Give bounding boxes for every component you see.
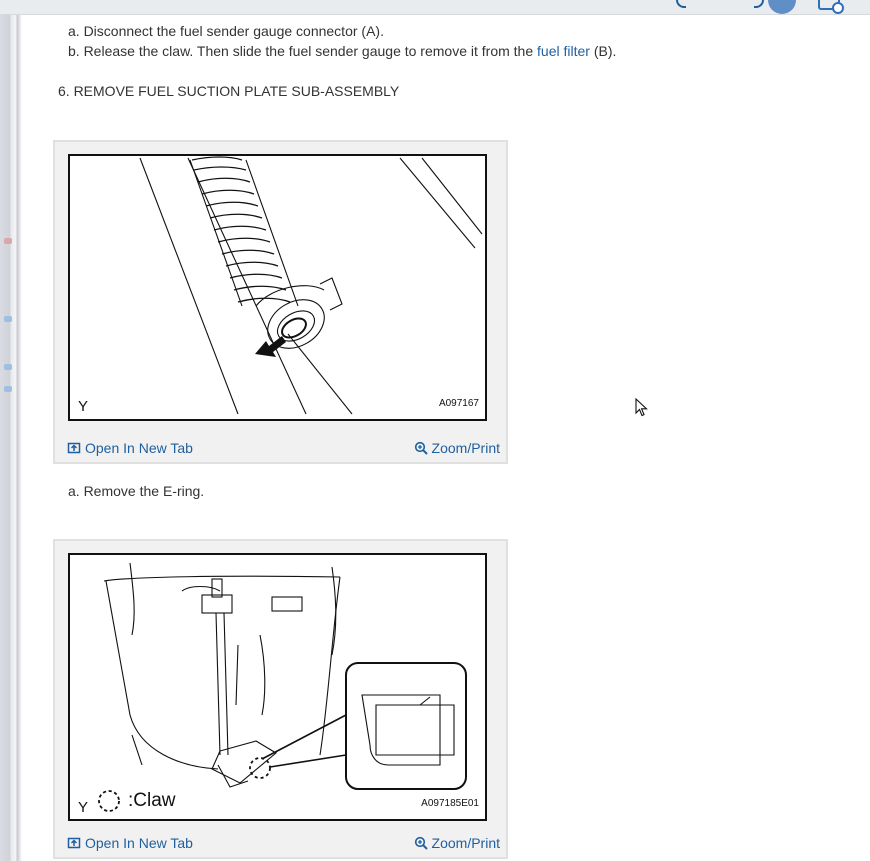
- edge-marker: [4, 238, 12, 244]
- fuel-filter-link[interactable]: fuel filter: [537, 43, 590, 59]
- open-new-tab-label: Open In New Tab: [85, 835, 193, 851]
- instruction-step-b-text: b. Release the claw. Then slide the fuel sender gauge to remove it from the: [68, 43, 538, 59]
- figure-corner-letter: Y: [78, 398, 89, 415]
- zoom-print-label: Zoom/Print: [431, 835, 500, 851]
- edge-marker: [4, 386, 12, 392]
- open-new-tab-icon: [67, 441, 81, 455]
- instruction-remove-ering: a. Remove the E-ring.: [68, 483, 205, 499]
- window-left-edge: [0, 0, 22, 861]
- figure-claw: [53, 539, 508, 859]
- figure-image: [68, 553, 487, 821]
- open-new-tab-icon: [67, 836, 81, 850]
- zoom-print-label: Zoom/Print: [431, 440, 500, 456]
- figure-toolbar: [55, 434, 506, 462]
- edge-marker: [4, 364, 12, 370]
- figure-corner-letter: Y: [78, 799, 89, 816]
- claw-legend-label: :Claw: [128, 790, 176, 811]
- figure-toolbar: [55, 829, 506, 857]
- tool-icon[interactable]: [818, 0, 840, 10]
- open-new-tab-link[interactable]: [67, 835, 193, 851]
- open-new-tab-link[interactable]: [67, 440, 193, 456]
- figure-eRing: [53, 140, 508, 464]
- figure-code: A097167: [438, 398, 479, 409]
- instruction-step-b: [68, 43, 616, 59]
- top-app-bar: [0, 0, 870, 15]
- zoom-print-link[interactable]: [414, 835, 500, 851]
- section-heading: 6. REMOVE FUEL SUCTION PLATE SUB-ASSEMBLY: [58, 83, 400, 99]
- zoom-in-icon: [414, 836, 428, 850]
- instruction-step-a: a. Disconnect the fuel sender gauge connector (A).: [68, 23, 384, 39]
- instruction-step-b-suffix: (B).: [589, 43, 617, 59]
- zoom-print-link[interactable]: [414, 440, 500, 456]
- figure-code: A097185E01: [421, 798, 479, 809]
- open-new-tab-label: Open In New Tab: [85, 440, 193, 456]
- zoom-in-icon: [414, 441, 428, 455]
- figure-image: [68, 154, 487, 421]
- claw-legend-icon: [96, 788, 122, 814]
- avatar[interactable]: [768, 0, 796, 14]
- claw-marker: [250, 758, 270, 778]
- mouse-pointer-icon: [635, 398, 649, 418]
- claw-diagram: [70, 555, 485, 819]
- bracket-icon: [676, 0, 686, 8]
- e-ring-diagram: [70, 156, 485, 419]
- bracket-icon: [754, 0, 764, 8]
- edge-marker: [4, 316, 12, 322]
